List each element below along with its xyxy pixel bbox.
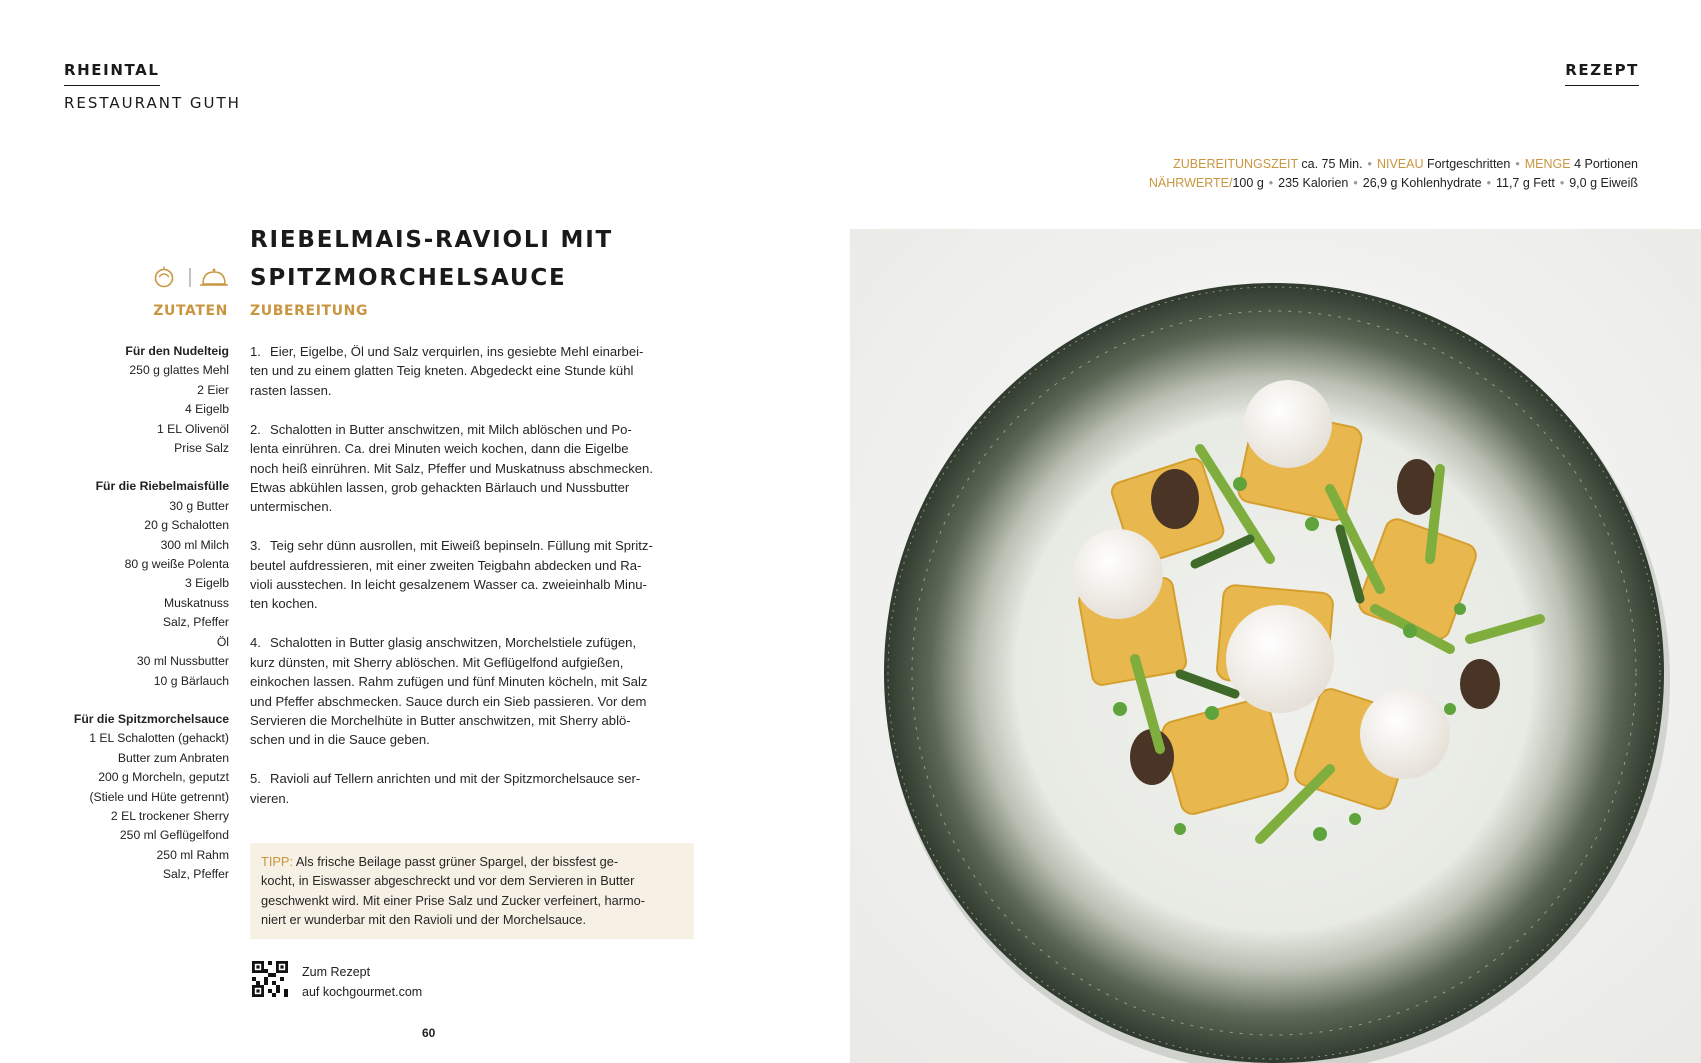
recipe-title-line-2: SPITZMORCHELSAUCE <box>250 265 567 291</box>
ingredient-item: 250 g glattes Mehl <box>129 363 229 378</box>
nutrition-calories: 235 Kalorien <box>1278 176 1349 190</box>
step-2 <box>250 420 700 517</box>
meta-value-time: ca. 75 Min. <box>1301 157 1363 171</box>
step-line: Eier, Eigelbe, Öl und Salz verquirlen, ins gesiebte Mehl einarbei- <box>270 344 644 359</box>
step-line: Ravioli auf Tellern anrichten und mit der Spitzmorchelsauce ser- <box>270 771 641 787</box>
tip-line: geschwenkt wird. Mit einer Prise Salz und Zucker verfeinert, harmo- <box>261 892 646 908</box>
ingredients-heading: ZUTATEN <box>153 303 228 319</box>
qr-caption[interactable] <box>302 963 422 1002</box>
ingredient-item: 80 g weiße Polenta <box>124 557 229 572</box>
ingredient-item: 4 Eigelb <box>184 402 229 417</box>
ingredients-list <box>9 342 229 885</box>
step-line: einkochen lassen. Rahm zufügen und fünf Minuten köcheln, mit Salz <box>250 674 648 690</box>
meta-line-1: ZUBEREITUNGSZEIT ca. 75 Min. • NIVEAU Fortgeschritten • MENGE 4 Portionen <box>1173 157 1638 171</box>
meta-key-level: NIVEAU <box>1376 157 1424 171</box>
restaurant-name: RESTAURANT GUTH <box>64 94 241 112</box>
step-line: Servieren die Morchelhüte in Butter anschwitzen, mit Sherry ablö- <box>250 713 631 728</box>
qr-code[interactable] <box>252 961 288 1002</box>
ingredient-item: Öl <box>216 634 229 649</box>
qr-code-icon <box>252 961 288 997</box>
meta-key-time: ZUBEREITUNGSZEIT <box>1173 157 1298 171</box>
ingredient-item: 200 g Morcheln, geputzt <box>98 770 229 785</box>
step-line: lenta einrühren. Ca. drei Minuten weich kochen, dann die Eigelbe <box>250 441 629 457</box>
step-number: 5. <box>250 771 261 787</box>
step-line: Schalotten in Butter anschwitzen, mit Milch ablöschen und Po- <box>270 421 632 437</box>
nutrition-carbs: 26,9 g Kohlenhydrate <box>1362 176 1482 190</box>
step-line: beutel aufdressieren, mit einer zweiten Teigbahn abdecken und Ra- <box>250 557 642 573</box>
ingredient-group-title: Für die Spitzmorchelsauce <box>73 711 229 726</box>
meta-line-2: NÄHRWERTE/100 g • 235 Kalorien • 26,9 g Kohlenhydrate • 11,7 g Fett • 9,0 g Eiweiß <box>1148 176 1638 190</box>
step-line: ten und zu einem glatten Teig kneten. Abgedeckt eine Stunde kühl <box>250 363 634 379</box>
ingredient-group-title: Für die Riebelmaisfülle <box>95 479 229 494</box>
step-5 <box>250 769 700 808</box>
ingredient-item: Prise Salz <box>174 441 229 456</box>
ingredient-item: Salz, Pfeffer <box>162 867 229 882</box>
step-line: schen und in die Sauce geben. <box>250 732 430 748</box>
nutrition-fat: 11,7 g Fett <box>1495 176 1555 190</box>
recipe-title-line-1: RIEBELMAIS-RAVIOLI MIT <box>250 227 614 253</box>
ingredient-item: 2 EL trockener Sherry <box>110 808 229 823</box>
tip-line: niert er wunderbar mit den Ravioli und der Morchelsauce. <box>261 912 587 928</box>
qr-caption-line-2: auf kochgourmet.com <box>302 984 423 999</box>
ingredient-item: Salz, Pfeffer <box>162 615 229 630</box>
meta-key-amount: MENGE <box>1524 157 1571 171</box>
tip-label: TIPP: <box>261 854 293 869</box>
step-number: 1. <box>250 344 261 359</box>
step-line: violi ausstechen. In leicht gesalzenem Wasser ca. zweieinhalb Minu- <box>250 577 647 593</box>
section-label: REZEPT <box>1565 61 1639 86</box>
dish-photo <box>850 229 1701 1063</box>
ingredient-item: 3 Eigelb <box>184 576 229 591</box>
tip-box <box>250 843 694 939</box>
step-line: untermischen. <box>250 499 333 515</box>
nutrition-protein: 9,0 g Eiweiß <box>1569 176 1638 190</box>
ingredient-item: 1 EL Schalotten (gehackt) <box>89 731 229 746</box>
header-right <box>1565 61 1639 86</box>
step-line: ten kochen. <box>250 596 318 612</box>
difficulty-icons <box>153 264 229 290</box>
step-line: vieren. <box>250 790 290 806</box>
page-number: 60 <box>422 1026 436 1040</box>
plated-ravioli-image <box>850 229 1701 1063</box>
step-4 <box>250 633 700 749</box>
step-line: Teig sehr dünn ausrollen, mit Eiweiß bepinseln. Füllung mit Spritz- <box>270 538 653 554</box>
ingredient-item: 300 ml Milch <box>160 537 229 552</box>
tip-line: Als frische Beilage passt grüner Spargel, der bissfest ge- <box>295 854 619 869</box>
step-line: Etwas abkühlen lassen, grob gehackten Bärlauch und Nussbutter <box>250 479 630 495</box>
recipe-title <box>250 221 613 297</box>
step-1 <box>250 342 700 400</box>
recipe-meta <box>1149 155 1638 193</box>
region-label: RHEINTAL <box>64 61 160 86</box>
cooking-pot-icon <box>156 267 173 287</box>
step-line: rasten lassen. <box>250 382 332 398</box>
step-number: 3. <box>250 538 261 554</box>
step-line: kurz dünsten, mit Sherry ablöschen. Mit Geflügelfond aufgießen, <box>250 654 624 670</box>
ingredient-item: 250 ml Geflügelfond <box>119 828 229 843</box>
ingredient-item: 250 ml Rahm <box>156 847 229 862</box>
cloche-icon <box>200 269 228 285</box>
ingredient-item: 20 g Schalotten <box>144 518 229 533</box>
qr-caption-line-1: Zum Rezept <box>302 965 371 979</box>
step-number: 4. <box>250 635 261 651</box>
tip-line: kocht, in Eiswasser abgeschreckt und vor dem Servieren in Butter <box>261 873 635 889</box>
step-number: 2. <box>250 421 261 437</box>
ingredient-group-title: Für den Nudelteig <box>125 344 229 358</box>
ingredient-item: 10 g Bärlauch <box>153 673 229 688</box>
ingredient-item: Butter zum Anbraten <box>117 750 229 765</box>
ingredient-item: Muskatnuss <box>163 595 229 610</box>
meta-key-nutrition: NÄHRWERTE/ <box>1148 176 1233 190</box>
ingredient-item: 30 g Butter <box>169 498 229 513</box>
header-left <box>64 61 241 112</box>
ingredient-item: (Stiele und Hüte getrennt) <box>89 789 229 804</box>
step-line: und Pfeffer abschmecken. Sauce durch ein Sieb passieren. Vor dem <box>250 693 647 709</box>
ingredient-item: 1 EL Olivenöl <box>156 421 229 436</box>
nutrition-base: 100 g <box>1232 176 1264 190</box>
preparation-steps <box>250 342 700 828</box>
ingredient-item: 2 Eier <box>197 382 229 397</box>
ingredient-item: 30 ml Nussbutter <box>136 654 229 669</box>
step-line: Schalotten in Butter glasig anschwitzen, Morchelstiele zufügen, <box>270 635 637 651</box>
preparation-heading: ZUBEREITUNG <box>250 303 369 319</box>
meta-value-level: Fortgeschritten <box>1426 157 1511 171</box>
meta-value-amount: 4 Portionen <box>1574 157 1638 171</box>
step-3 <box>250 536 700 614</box>
step-line: noch heiß einrühren. Mit Salz, Pfeffer und Muskatnuss abschmecken. <box>250 460 653 476</box>
